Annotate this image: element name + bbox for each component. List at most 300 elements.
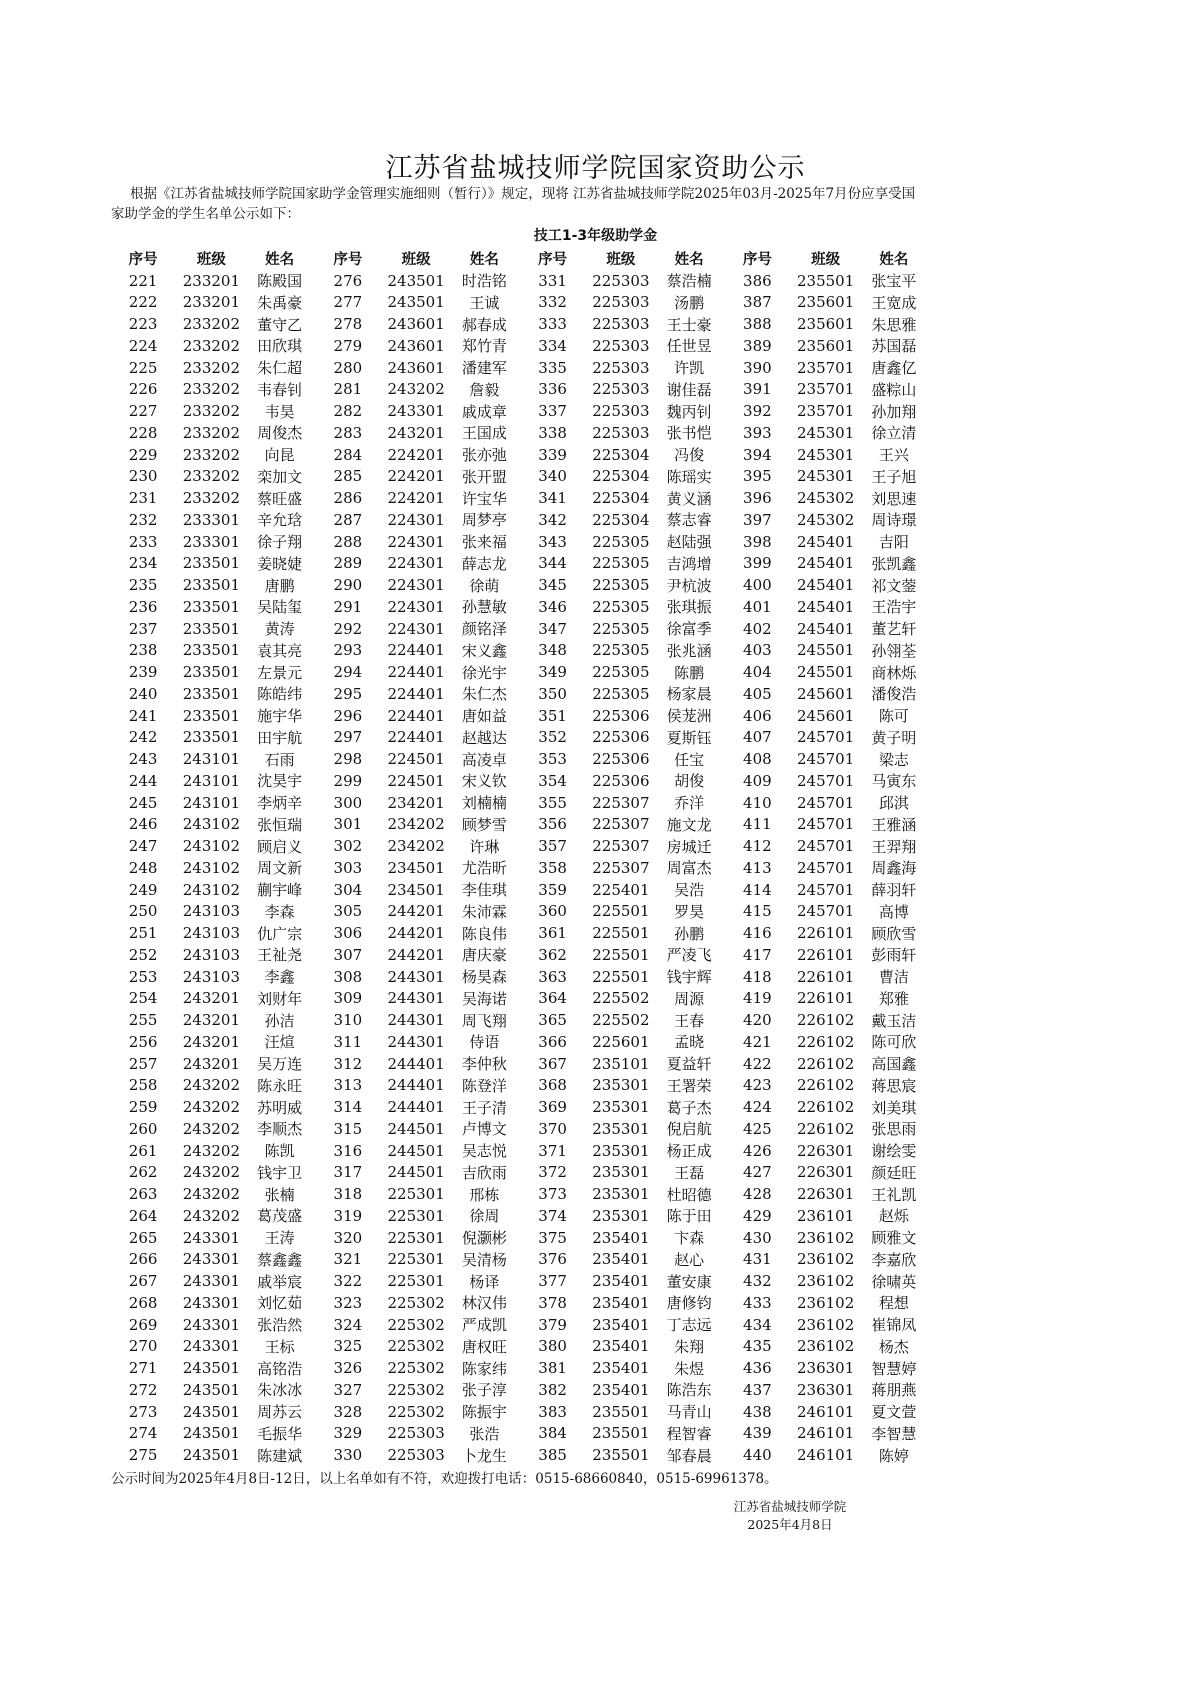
name-cell: 梁志	[878, 750, 909, 769]
seq-cell: 339	[538, 445, 567, 464]
table-row	[109, 1162, 928, 1184]
class-cell: 243501	[182, 1446, 240, 1465]
header-class: 班级	[196, 252, 226, 269]
name-cell: 周鑫海	[871, 859, 917, 878]
name-cell: 时浩铭	[461, 272, 507, 291]
table-row	[109, 574, 928, 596]
class-cell: 243501	[182, 1380, 240, 1399]
seq-cell: 342	[538, 510, 567, 529]
class-cell: 226101	[796, 967, 855, 986]
name-cell: 田宇航	[257, 728, 303, 747]
table-row	[109, 1379, 928, 1401]
seq-cell: 291	[333, 597, 363, 616]
name-cell: 王羿翔	[871, 837, 917, 856]
seq-cell: 424	[743, 1098, 772, 1117]
seq-cell: 237	[128, 619, 158, 638]
seq-cell: 367	[538, 1054, 567, 1073]
seq-cell: 260	[128, 1119, 158, 1138]
class-cell: 225302	[387, 1359, 445, 1378]
name-cell: 邹春晨	[666, 1446, 712, 1465]
seq-cell: 396	[743, 489, 772, 508]
name-cell: 唐庆豪	[461, 946, 507, 965]
seq-cell: 403	[743, 641, 772, 660]
seq-cell: 327	[333, 1380, 363, 1399]
seq-cell: 346	[538, 597, 567, 616]
name-cell: 李仲秋	[461, 1055, 507, 1074]
class-cell: 226301	[796, 1185, 855, 1204]
table-row	[109, 596, 928, 618]
class-cell: 225303	[592, 336, 650, 355]
table-row	[109, 1118, 928, 1140]
name-cell: 王雅涵	[871, 815, 917, 834]
class-cell: 225502	[592, 989, 650, 1008]
seq-cell: 356	[538, 815, 567, 834]
class-cell: 225305	[592, 597, 650, 616]
name-cell: 陈于田	[666, 1207, 712, 1226]
class-cell: 226102	[796, 1011, 855, 1030]
class-cell: 225307	[592, 793, 650, 812]
class-cell: 236102	[796, 1228, 855, 1247]
seq-cell: 389	[743, 336, 772, 355]
name-cell: 高凌卓	[461, 750, 507, 769]
name-cell: 程智睿	[666, 1424, 712, 1443]
seq-cell: 352	[538, 728, 567, 747]
name-cell: 张兆涵	[666, 641, 712, 660]
name-cell: 赵越达	[461, 728, 507, 747]
seq-cell: 293	[333, 641, 363, 660]
name-cell: 李智慧	[871, 1424, 917, 1443]
name-cell: 蔡志睿	[666, 511, 712, 530]
seq-cell: 398	[743, 532, 772, 551]
name-cell: 黄子明	[871, 728, 917, 747]
name-cell: 施文龙	[666, 815, 712, 834]
seq-cell: 296	[333, 706, 363, 725]
name-cell: 杨正成	[666, 1142, 712, 1161]
class-cell: 243601	[387, 358, 445, 377]
seq-cell: 392	[743, 402, 772, 421]
class-cell: 245301	[796, 423, 855, 442]
table-row	[109, 1053, 928, 1075]
name-cell: 顾雅文	[871, 1229, 917, 1248]
seq-cell: 305	[333, 902, 363, 921]
name-cell: 卢博文	[461, 1120, 507, 1139]
name-cell: 智慧婷	[871, 1359, 917, 1378]
seq-cell: 405	[743, 684, 772, 703]
name-cell: 倪灏彬	[461, 1229, 507, 1248]
name-cell: 张子淳	[461, 1381, 507, 1400]
name-cell: 杜昭德	[666, 1185, 712, 1204]
seq-cell: 347	[538, 619, 567, 638]
seq-cell: 379	[538, 1315, 567, 1334]
name-cell: 冯俊	[674, 446, 705, 465]
class-cell: 225303	[592, 380, 650, 399]
class-cell: 225304	[592, 467, 650, 486]
seq-cell: 290	[333, 576, 363, 595]
name-cell: 唐鑫亿	[871, 359, 917, 378]
class-cell: 224301	[387, 532, 445, 551]
name-cell: 杨译	[469, 1272, 500, 1291]
class-cell: 245401	[796, 532, 855, 551]
seq-cell: 239	[128, 663, 158, 682]
name-cell: 向昆	[264, 446, 295, 465]
seq-cell: 282	[333, 402, 363, 421]
class-cell: 243201	[182, 1054, 240, 1073]
class-cell: 235401	[592, 1228, 650, 1247]
class-cell: 235101	[592, 1054, 650, 1073]
name-cell: 钱宇辉	[666, 968, 712, 987]
class-cell: 225305	[592, 684, 650, 703]
class-cell: 233201	[182, 293, 240, 312]
name-cell: 袁其亮	[257, 641, 303, 660]
class-cell: 243101	[182, 750, 240, 769]
seq-cell: 295	[333, 684, 363, 703]
class-cell: 225305	[592, 619, 650, 638]
name-cell: 徐啸英	[871, 1272, 917, 1291]
class-cell: 225305	[592, 532, 650, 551]
name-cell: 姜晓婕	[257, 554, 303, 573]
class-cell: 226101	[796, 924, 855, 943]
name-cell: 陈凯	[264, 1142, 295, 1161]
seq-cell: 387	[743, 293, 772, 312]
name-cell: 乔洋	[674, 794, 705, 813]
name-cell: 王标	[264, 1337, 295, 1356]
class-cell: 243201	[182, 989, 240, 1008]
table-row	[109, 1183, 928, 1205]
seq-cell: 393	[743, 423, 772, 442]
name-cell: 王磊	[674, 1163, 705, 1182]
seq-cell: 231	[128, 489, 158, 508]
seq-cell: 345	[538, 576, 567, 595]
name-cell: 马青山	[666, 1403, 712, 1422]
name-cell: 唐鹏	[264, 576, 295, 595]
name-cell: 钱宇卫	[257, 1163, 303, 1182]
seq-cell: 250	[128, 902, 158, 921]
name-cell: 陈瑶实	[666, 467, 712, 486]
table-row	[109, 335, 928, 357]
seq-cell: 234	[128, 554, 158, 573]
class-cell: 233501	[182, 554, 240, 573]
seq-cell: 273	[128, 1402, 158, 1421]
class-cell: 243202	[182, 1119, 240, 1138]
name-cell: 吴海诺	[461, 989, 507, 1008]
name-cell: 韦昊	[264, 402, 295, 421]
class-cell: 235701	[796, 402, 855, 421]
table-row	[109, 683, 928, 705]
class-cell: 243102	[182, 880, 240, 899]
class-cell: 235401	[592, 1250, 650, 1269]
seq-cell: 431	[743, 1250, 772, 1269]
name-cell: 吴陆玺	[257, 598, 303, 617]
table-row	[109, 705, 928, 727]
class-cell: 225306	[592, 750, 650, 769]
name-cell: 王子旭	[871, 467, 917, 486]
class-cell: 225303	[592, 402, 650, 421]
header-class: 班级	[811, 252, 841, 269]
seq-cell: 245	[128, 793, 158, 812]
seq-cell: 251	[128, 924, 158, 943]
name-cell: 唐权旺	[461, 1337, 507, 1356]
name-cell: 任世昱	[666, 337, 712, 356]
class-cell: 225301	[387, 1206, 445, 1225]
name-cell: 栾加文	[257, 467, 303, 486]
seq-cell: 336	[538, 380, 567, 399]
seq-cell: 335	[538, 358, 567, 377]
class-cell: 233202	[182, 336, 240, 355]
seq-cell: 432	[743, 1272, 772, 1291]
name-cell: 吉欣雨	[461, 1163, 507, 1182]
class-cell: 243601	[387, 336, 445, 355]
class-cell: 233501	[182, 706, 240, 725]
class-cell: 225304	[592, 510, 650, 529]
name-cell: 蔡浩楠	[666, 272, 712, 291]
class-cell: 224301	[387, 619, 445, 638]
class-cell: 226102	[796, 1032, 855, 1051]
class-cell: 236101	[796, 1206, 855, 1225]
seq-cell: 303	[333, 858, 363, 877]
seq-cell: 369	[538, 1098, 567, 1117]
table-row	[109, 1205, 928, 1227]
name-cell: 房城迁	[666, 837, 712, 856]
table-row	[109, 379, 928, 401]
seq-cell: 320	[333, 1228, 363, 1247]
table-header-row	[109, 248, 928, 270]
table-row	[109, 313, 928, 335]
class-cell: 225307	[592, 815, 650, 834]
name-cell: 程想	[878, 1294, 909, 1313]
name-cell: 罗昊	[674, 902, 705, 921]
seq-cell: 378	[538, 1293, 567, 1312]
seq-cell: 354	[538, 771, 567, 790]
header-seq: 序号	[742, 252, 772, 269]
class-cell: 243201	[387, 423, 445, 442]
class-cell: 244401	[387, 1098, 445, 1117]
name-cell: 徐周	[469, 1207, 500, 1226]
class-cell: 226101	[796, 989, 855, 1008]
seq-cell: 242	[128, 728, 158, 747]
name-cell: 唐如益	[461, 707, 507, 726]
class-cell: 233202	[182, 380, 240, 399]
name-cell: 李顺杰	[257, 1120, 303, 1139]
name-cell: 陈婷	[878, 1446, 909, 1465]
seq-cell: 254	[128, 989, 158, 1008]
signature-date: 2025年4月8日	[747, 1517, 833, 1532]
class-cell: 233501	[182, 597, 240, 616]
seq-cell: 376	[538, 1250, 567, 1269]
name-cell: 张亦弛	[461, 446, 507, 465]
class-cell: 224401	[387, 684, 445, 703]
name-cell: 黄义涵	[666, 489, 712, 508]
class-cell: 245302	[796, 489, 855, 508]
class-cell: 245301	[796, 467, 855, 486]
seq-cell: 274	[128, 1424, 158, 1443]
seq-cell: 249	[128, 880, 158, 899]
class-cell: 243201	[182, 1011, 240, 1030]
name-cell: 周诗璟	[871, 511, 917, 530]
seq-cell: 271	[128, 1359, 158, 1378]
class-cell: 243103	[182, 945, 240, 964]
signature-org: 江苏省盐城技师学院	[733, 1499, 847, 1514]
seq-cell: 325	[333, 1337, 363, 1356]
class-cell: 224201	[387, 445, 445, 464]
class-cell: 236102	[796, 1315, 855, 1334]
class-cell: 233202	[182, 467, 240, 486]
class-cell: 235301	[592, 1119, 650, 1138]
class-cell: 245701	[796, 858, 855, 877]
table-row	[109, 466, 928, 488]
name-cell: 詹毅	[469, 380, 500, 399]
seq-cell: 381	[538, 1359, 567, 1378]
class-cell: 233501	[182, 576, 240, 595]
class-cell: 225302	[387, 1380, 445, 1399]
name-cell: 唐修钧	[666, 1294, 712, 1313]
name-cell: 胡俊	[674, 772, 705, 791]
table-row	[109, 1009, 928, 1031]
name-cell: 周富杰	[666, 859, 712, 878]
table-row	[109, 748, 928, 770]
seq-cell: 386	[743, 271, 772, 290]
seq-cell: 340	[538, 467, 567, 486]
seq-cell: 413	[743, 858, 772, 877]
name-cell: 朱冰冰	[257, 1381, 303, 1400]
name-cell: 王国成	[461, 424, 507, 443]
class-cell: 234501	[387, 858, 445, 877]
seq-cell: 308	[333, 967, 363, 986]
class-cell: 235601	[796, 293, 855, 312]
class-cell: 225304	[592, 489, 650, 508]
seq-cell: 316	[333, 1141, 363, 1160]
notice-period-text: 公示时间为2025年4月8日-12日，以上名单如有不符，欢迎拨打电话：0515-68660840，0515-69961378。	[111, 1471, 778, 1487]
seq-cell: 314	[333, 1098, 363, 1117]
name-cell: 谢佳磊	[666, 380, 712, 399]
seq-cell: 359	[538, 880, 567, 899]
class-cell: 233501	[182, 619, 240, 638]
class-cell: 225303	[592, 271, 650, 290]
header-name: 姓名	[469, 252, 499, 269]
seq-cell: 223	[128, 315, 158, 334]
class-cell: 225306	[592, 771, 650, 790]
name-cell: 陈可欣	[871, 1033, 917, 1052]
name-cell: 汪煊	[264, 1033, 295, 1052]
class-cell: 225303	[387, 1424, 445, 1443]
name-cell: 周飞翔	[461, 1011, 507, 1030]
name-cell: 彭雨轩	[871, 946, 917, 965]
class-cell: 235401	[592, 1359, 650, 1378]
class-cell: 224201	[387, 467, 445, 486]
name-cell: 黄涛	[264, 620, 295, 639]
name-cell: 王宽成	[871, 293, 917, 312]
class-cell: 236102	[796, 1272, 855, 1291]
class-cell: 236102	[796, 1250, 855, 1269]
name-cell: 王署荣	[666, 1076, 712, 1095]
name-cell: 苏国磊	[871, 337, 917, 356]
name-cell: 张开盟	[461, 467, 507, 486]
name-cell: 董守乙	[257, 315, 303, 334]
class-cell: 245501	[796, 641, 855, 660]
table-subtitle: 技工1-3年级助学金	[533, 228, 658, 244]
table-row	[109, 857, 928, 879]
class-cell: 225306	[592, 728, 650, 747]
seq-cell: 377	[538, 1272, 567, 1291]
seq-cell: 268	[128, 1293, 158, 1312]
class-cell: 233202	[182, 489, 240, 508]
class-cell: 225305	[592, 576, 650, 595]
seq-cell: 365	[538, 1011, 567, 1030]
class-cell: 246101	[796, 1424, 855, 1443]
seq-cell: 390	[743, 358, 772, 377]
seq-cell: 312	[333, 1054, 363, 1073]
class-cell: 235301	[592, 1185, 650, 1204]
name-cell: 严凌飞	[666, 946, 712, 965]
name-cell: 孙鹏	[674, 924, 705, 943]
class-cell: 243202	[182, 1206, 240, 1225]
name-cell: 蒋朋燕	[871, 1381, 917, 1400]
seq-cell: 321	[333, 1250, 363, 1269]
class-cell: 235401	[592, 1380, 650, 1399]
seq-cell: 267	[128, 1272, 158, 1291]
class-cell: 243301	[182, 1315, 240, 1334]
table-body	[109, 270, 928, 1466]
class-cell: 226102	[796, 1119, 855, 1138]
class-cell: 226102	[796, 1054, 855, 1073]
seq-cell: 373	[538, 1185, 567, 1204]
name-cell: 尹杭波	[666, 576, 712, 595]
class-cell: 244401	[387, 1076, 445, 1095]
page-title: 江苏省盐城技师学院国家资助公示	[385, 153, 806, 184]
seq-cell: 269	[128, 1315, 158, 1334]
name-cell: 周源	[674, 989, 705, 1008]
name-cell: 倪启航	[666, 1120, 712, 1139]
class-cell: 243202	[387, 380, 445, 399]
table-row	[109, 1292, 928, 1314]
seq-cell: 337	[538, 402, 567, 421]
seq-cell: 326	[333, 1359, 363, 1378]
class-cell: 233202	[182, 423, 240, 442]
class-cell: 235501	[592, 1424, 650, 1443]
seq-cell: 372	[538, 1163, 567, 1182]
name-cell: 苏明威	[257, 1098, 303, 1117]
seq-cell: 307	[333, 945, 363, 964]
name-cell: 孙慧敏	[461, 598, 507, 617]
class-cell: 243102	[182, 815, 240, 834]
name-cell: 张来福	[461, 533, 507, 552]
name-cell: 徐富季	[666, 620, 712, 639]
name-cell: 魏丙钊	[666, 402, 712, 421]
name-cell: 许宝华	[461, 489, 507, 508]
class-cell: 244201	[387, 924, 445, 943]
seq-cell: 221	[128, 271, 158, 290]
seq-cell: 341	[538, 489, 567, 508]
seq-cell: 317	[333, 1163, 363, 1182]
table-row	[109, 1075, 928, 1097]
name-cell: 王诚	[469, 293, 500, 312]
seq-cell: 298	[333, 750, 363, 769]
class-cell: 226301	[796, 1141, 855, 1160]
class-cell: 243202	[182, 1098, 240, 1117]
name-cell: 李嘉欣	[871, 1250, 917, 1269]
table-row	[109, 901, 928, 923]
class-cell: 225302	[387, 1315, 445, 1334]
seq-cell: 301	[333, 815, 363, 834]
class-cell: 235401	[592, 1272, 650, 1291]
class-cell: 225304	[592, 445, 650, 464]
name-cell: 林汉伟	[461, 1294, 507, 1313]
class-cell: 243301	[182, 1228, 240, 1247]
name-cell: 高铭浩	[257, 1359, 303, 1378]
name-cell: 宋义鑫	[461, 641, 507, 660]
class-cell: 245501	[796, 663, 855, 682]
class-cell: 235301	[592, 1206, 650, 1225]
seq-cell: 371	[538, 1141, 567, 1160]
